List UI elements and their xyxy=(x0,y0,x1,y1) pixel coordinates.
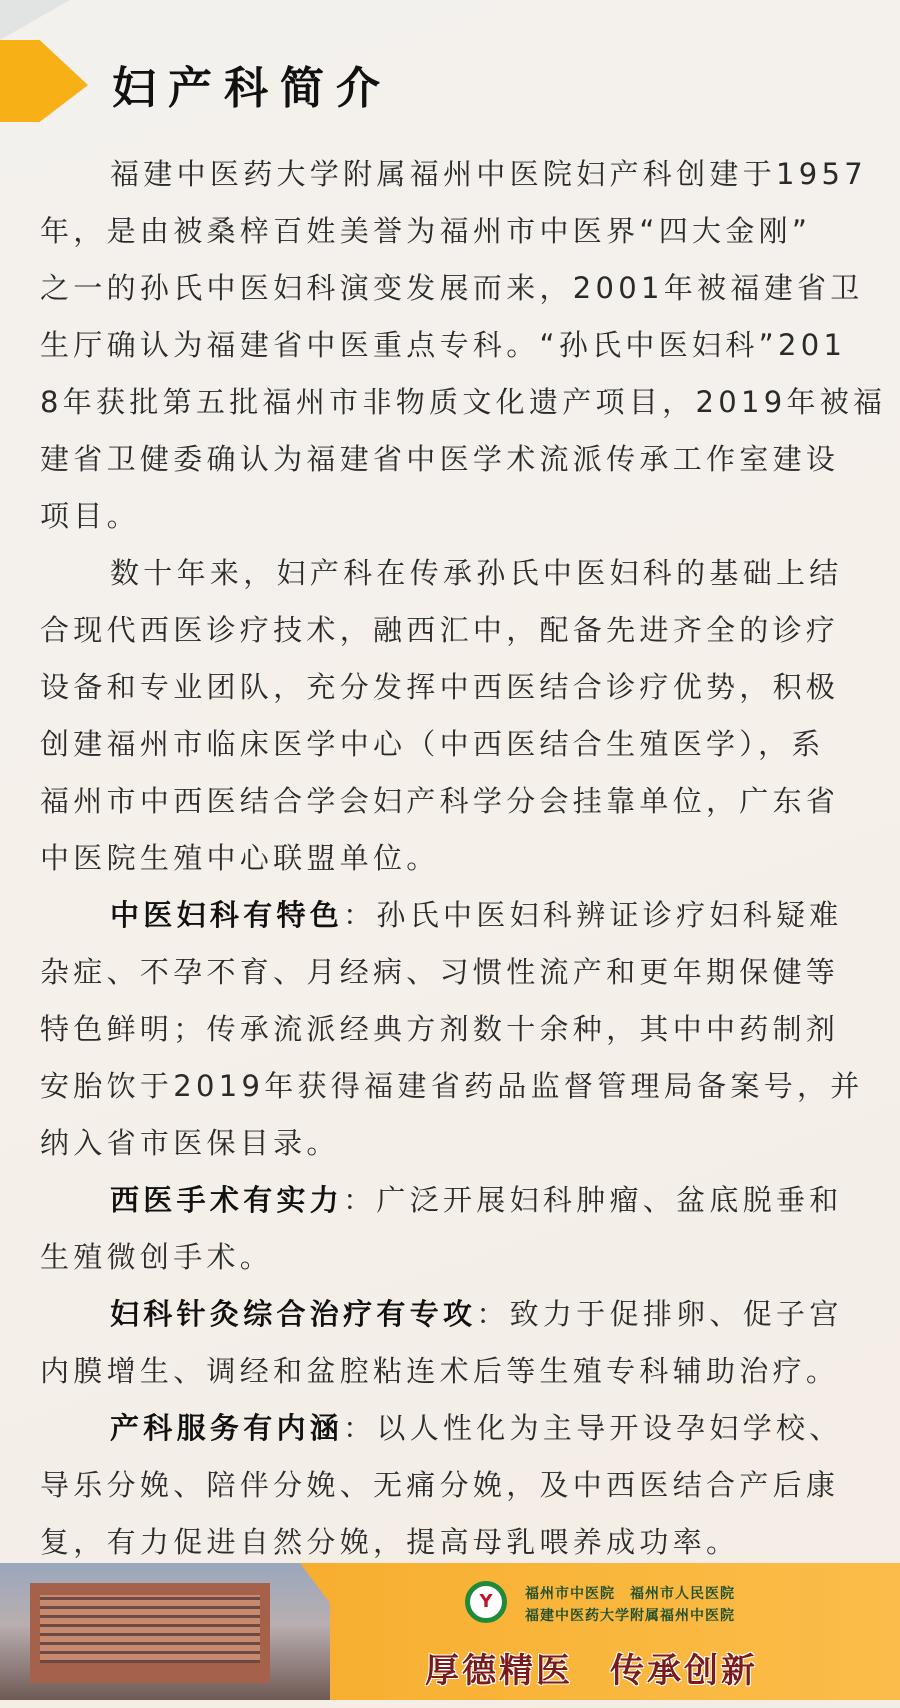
paragraph-line xyxy=(40,716,870,773)
line-text: 特色鲜明；传承流派经典方剂数十余种，其中中药制剂 xyxy=(40,1012,840,1046)
article-body xyxy=(40,146,887,1571)
line-text: 中医院生殖中心联盟单位。 xyxy=(40,841,440,875)
section-heading: 妇科针灸综合治疗有专攻 xyxy=(110,1297,477,1331)
paragraph-line xyxy=(40,830,870,887)
line-text: ：孙氏中医妇科辨证诊疗妇科疑难 xyxy=(343,898,843,932)
line-text: 生殖微创手术。 xyxy=(40,1240,274,1274)
line-text: 内膜增生、调经和盆腔粘连术后等生殖专科辅助治疗。 xyxy=(40,1354,840,1388)
line-text: 创建福州市临床医学中心（中西医结合生殖医学），系 xyxy=(40,727,825,761)
paragraph-line xyxy=(40,773,870,830)
corner-decoration xyxy=(0,0,70,40)
paragraph-line xyxy=(40,545,870,602)
line-text: 8年获批第五批福州市非物质文化遗产项目，2019年被福 xyxy=(40,385,887,419)
paragraph-line xyxy=(40,1172,870,1229)
paragraph-line xyxy=(40,1343,870,1400)
line-text: 福州市中西医结合学会妇产科学分会挂靠单位，广东省 xyxy=(40,784,840,818)
paragraph-line xyxy=(40,1058,870,1115)
slogan: 厚德精医 传承创新 xyxy=(425,1651,758,1691)
line-text: ：致力于促排卵、促子宫 xyxy=(476,1297,843,1331)
paragraph-line xyxy=(40,887,870,944)
line-text: 设备和专业团队，充分发挥中西医结合诊疗优势，积极 xyxy=(40,670,840,704)
line-text: 项目。 xyxy=(40,499,140,533)
section-heading: 中医妇科有特色 xyxy=(110,898,344,932)
line-text: 建省卫健委确认为福建省中医学术流派传承工作室建设 xyxy=(40,442,840,476)
paragraph-line xyxy=(40,944,870,1001)
line-text: 之一的孙氏中医妇科演变发展而来，2001年被福建省卫 xyxy=(40,271,864,305)
section-heading: 产科服务有内涵 xyxy=(110,1411,344,1445)
paragraph-line xyxy=(40,1457,870,1514)
line-text: 导乐分娩、陪伴分娩、无痛分娩，及中西医结合产后康 xyxy=(40,1468,840,1502)
line-text: 生厅确认为福建省中医重点专科。“孙氏中医妇科”201 xyxy=(40,328,847,362)
paragraph-line xyxy=(40,146,870,203)
hospital-names-1: 福州市中医院 福州市人民医院 xyxy=(525,1586,735,1602)
paragraph-line xyxy=(40,1115,870,1172)
building-image xyxy=(30,1583,270,1683)
hospital-banner xyxy=(0,1563,900,1700)
paragraph-line xyxy=(40,1229,870,1286)
line-text: ：以人性化为主导开设孕妇学校、 xyxy=(343,1411,843,1445)
hospital-building-photo xyxy=(0,1563,330,1700)
line-text: 杂症、不孕不育、月经病、习惯性流产和更年期保健等 xyxy=(40,955,840,989)
line-text: 福建中医药大学附属福州中医院妇产科创建于1957 xyxy=(110,157,868,191)
line-text: 纳入省市医保目录。 xyxy=(40,1126,340,1160)
paragraph-line xyxy=(40,1400,870,1457)
paragraph-line xyxy=(40,203,870,260)
arrow-marker-icon xyxy=(0,40,88,122)
paragraph-line xyxy=(40,488,870,545)
line-text: ：广泛开展妇科肿瘤、盆底脱垂和 xyxy=(343,1183,843,1217)
paragraph-line xyxy=(40,1001,870,1058)
page-title: 妇产科简介 xyxy=(112,63,392,114)
paragraph-line xyxy=(40,1286,870,1343)
paragraph-line xyxy=(40,659,870,716)
paragraph-line xyxy=(40,602,870,659)
line-text: 复，有力促进自然分娩，提高母乳喂养成功率。 xyxy=(40,1525,740,1559)
line-text: 年，是由被桑梓百姓美誉为福州市中医界“四大金刚” xyxy=(40,214,812,248)
hospital-names-2: 福建中医药大学附属福州中医院 xyxy=(525,1608,735,1624)
paragraph-line xyxy=(40,431,870,488)
paragraph-line xyxy=(40,374,887,431)
line-text: 安胎饮于2019年获得福建省药品监督管理局备案号，并 xyxy=(40,1069,864,1103)
paragraph-line xyxy=(40,317,870,374)
section-heading: 西医手术有实力 xyxy=(110,1183,344,1217)
hospital-logo: Y xyxy=(465,1581,507,1623)
line-text: 合现代西医诊疗技术，融西汇中，配备先进齐全的诊疗 xyxy=(40,613,840,647)
line-text: 数十年来，妇产科在传承孙氏中医妇科的基础上结 xyxy=(110,556,843,590)
paragraph-line xyxy=(40,260,870,317)
